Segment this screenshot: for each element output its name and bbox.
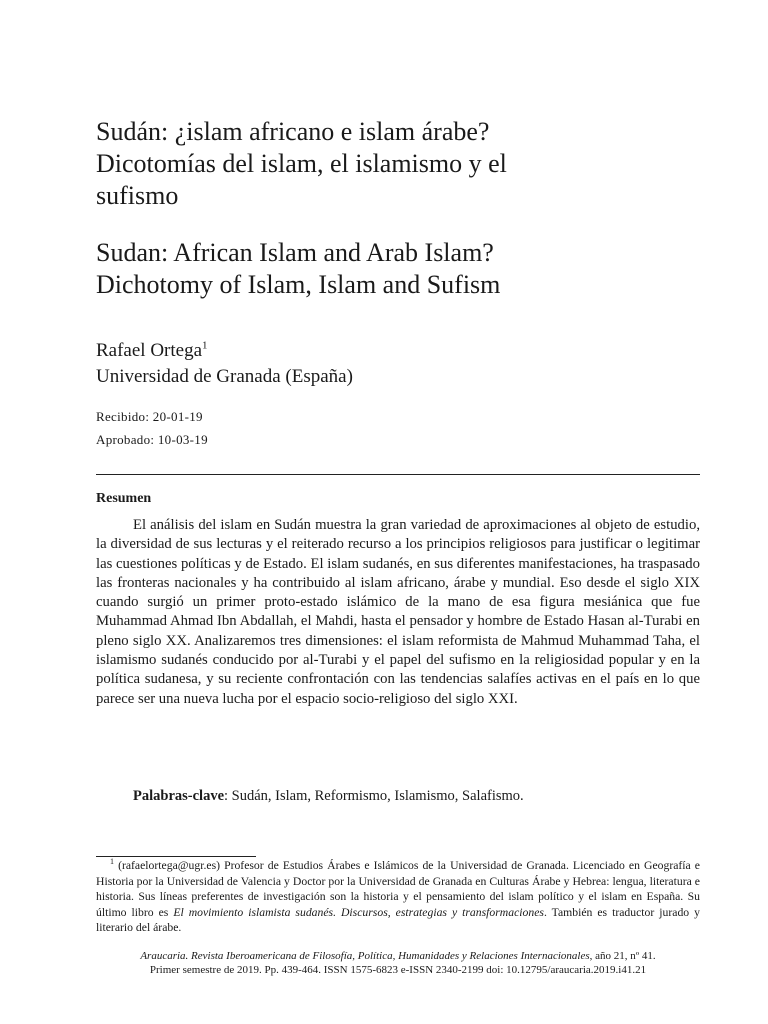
submission-dates — [96, 405, 700, 451]
footer-line-1 — [96, 949, 700, 963]
title-english-line-1: Sudan: African Islam and Arab Islam? — [96, 238, 494, 267]
abstract-body: El análisis del islam en Sudán muestra la gran variedad de aproximaciones al objeto de estudio, la diversidad de sus lecturas y el reiterado recurso a los principios religiosos para justificar o legitimar las cuestiones políticas y de Estado. El islam sudanés, en sus diferentes manifestaciones, ha traspasado las fronteras nacionales y ha contribuido al islam africano, árabe y mundial. Eso desde el siglo XIX cuando surgió un primer proto-estado islámico de la mano de esa figura mesiánica que fue Muhammad Ahmad Ibn Abdallah, el Mahdi, hasta el pensador y hombre de Estado Hasan al-Turabi en pleno siglo XX. Analizaremos tres dimensiones: el islam reformista de Mahmud Muhammad Taha, el islamismo sudanés conducido por al-Turabi y el papel del sufismo en la religiosidad popular y en la política sudanesa, y su reciente confrontación con las tendencias salafíes activas en el país en lo que parece ser una nueva lucha por el espacio socio-religioso del siglo XXI. — [96, 517, 700, 707]
footer-line-2: Primer semestre de 2019. Pp. 439-464. ISSN 1575-6823 e-ISSN 2340-2199 doi: 10.12795/araucaria.2019.i41.21 — [149, 964, 647, 976]
keywords-list: : Sudán, Islam, Reformismo, Islamismo, Salafismo. — [224, 788, 524, 804]
footnote-book-title: El movimiento islamista sudanés. Discursos, estrategias y transformaciones — [173, 905, 544, 919]
title-spanish-line-1: Sudán: ¿islam africano e islam árabe? — [96, 117, 490, 146]
title-spanish — [96, 116, 700, 212]
author-name: Rafael Ortega — [96, 340, 203, 361]
keywords-line — [133, 786, 700, 806]
footnote-text-after: . También es traductor jurado y literario del árabe. — [96, 905, 700, 935]
received-date: Recibido: 20-01-19 — [96, 409, 203, 424]
title-spanish-line-2: Dicotomías del islam, el islamismo y el — [96, 149, 507, 178]
footnote-mark: 1 — [110, 857, 114, 867]
author-footnote — [96, 858, 700, 936]
journal-name: Araucaria. Revista Iberoamericana de Filosofía, Política, Humanidades y Relaciones Internacionales — [140, 950, 590, 962]
title-english — [96, 237, 700, 301]
title-spanish-line-3: sufismo — [96, 181, 179, 210]
author-footnote-mark[interactable]: 1 — [202, 339, 208, 352]
journal-footer — [96, 949, 700, 977]
keywords-label: Palabras-clave — [133, 788, 225, 804]
abstract-heading: Resumen — [96, 491, 152, 506]
section-divider — [96, 474, 700, 475]
journal-issue: , año 21, nº 41. — [589, 950, 656, 962]
footnote-divider — [96, 856, 256, 857]
author-line — [96, 338, 700, 364]
title-english-line-2: Dichotomy of Islam, Islam and Sufism — [96, 270, 501, 299]
approved-date: Aprobado: 10-03-19 — [96, 432, 208, 447]
author-affiliation: Universidad de Granada (España) — [96, 366, 353, 387]
footnote-text-before: (rafaelortega@ugr.es) Profesor de Estudios Árabes e Islámicos de la Universidad de Granada. Licenciado en Geografía e Historia por la Universidad de Valencia y Doctor por la Universidad de Granada en Culturas Árabe y Hebrea: lengua, literatura e historia. Sus líneas preferentes de investigación son la historia y el pensamiento del islam político y el islam en España. Su último libro es — [96, 859, 700, 919]
